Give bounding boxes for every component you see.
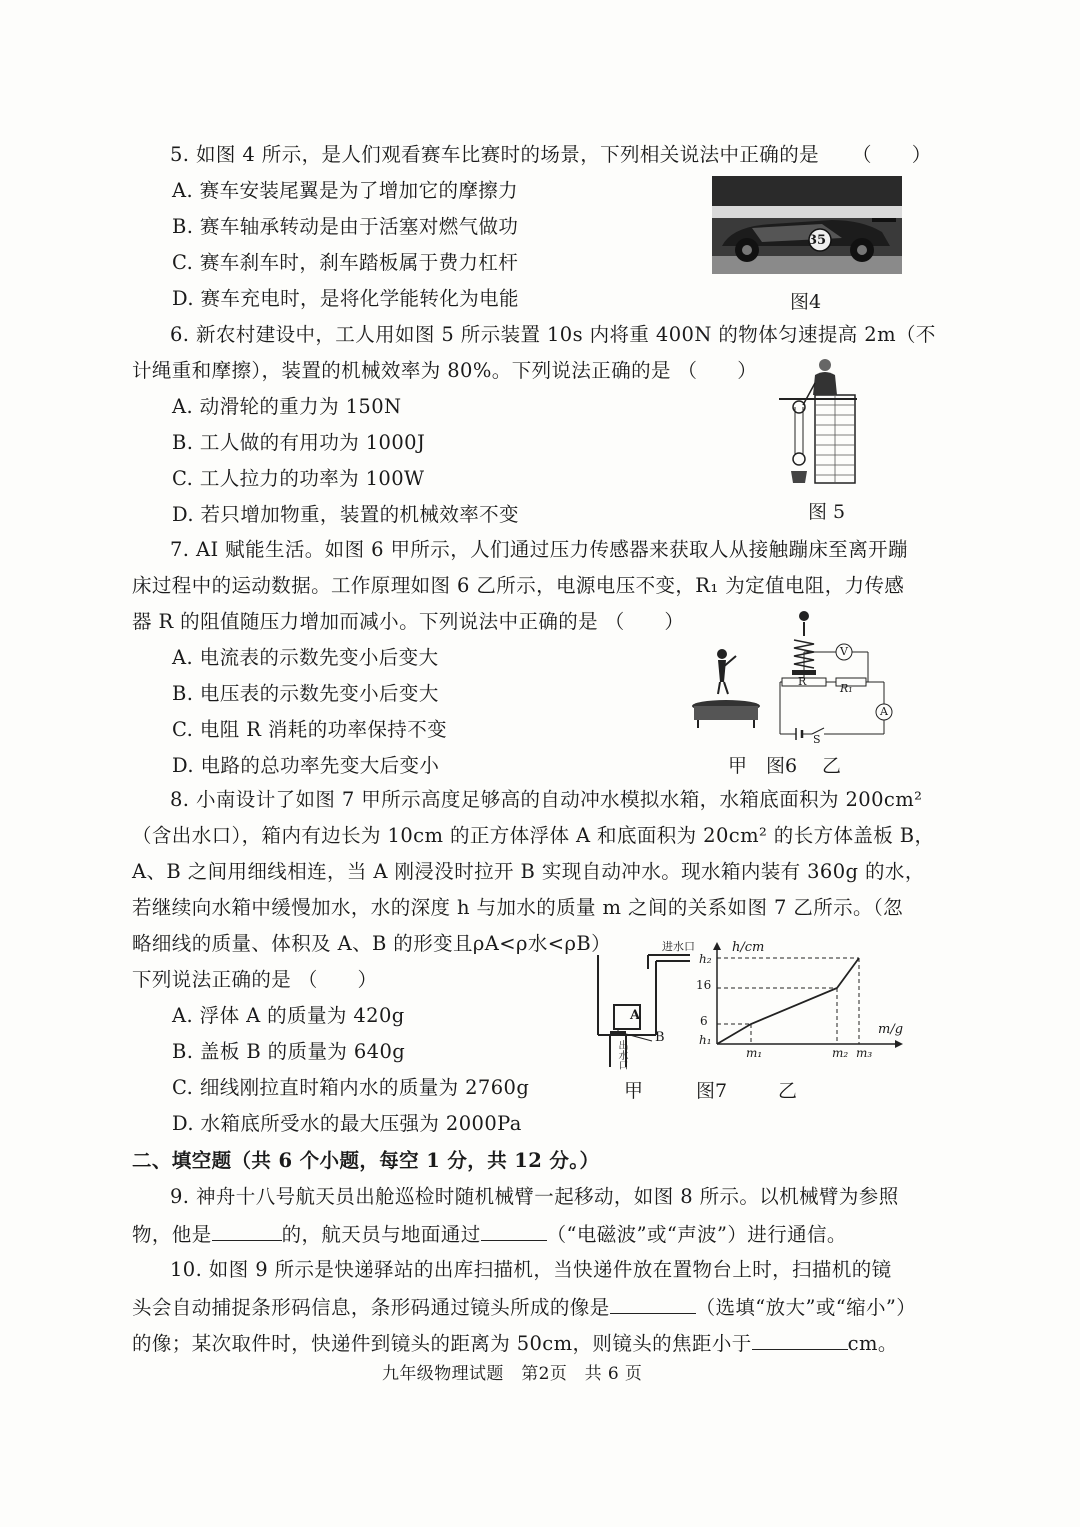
graph-x-tick-m2: m₂ <box>832 1046 849 1060</box>
q8-option-b: B. 盖板 B 的质量为 640g <box>172 1040 406 1063</box>
q7-option-d: D. 电路的总功率先变大后变小 <box>172 754 440 777</box>
q8-stem-line5: 略细线的质量、体积及 A、B 的形变且ρA<ρ水<ρB） <box>132 932 611 955</box>
q10-blank-1[interactable] <box>610 1293 696 1314</box>
graph-x-tick-m1: m₁ <box>746 1046 763 1060</box>
q10-line3: 的像；某次取件时，快递件到镜头的距离为 50cm，则镜头的焦距小于 cm。 <box>132 1329 898 1357</box>
q10-blank-2[interactable] <box>752 1329 848 1350</box>
page-footer: 九年级物理试题 第2页 共 6 页 <box>382 1364 643 1384</box>
q8-stem-line3: A、B 之间用细线相连，当 A 刚浸没时拉开 B 实现自动冲水。现水箱内装有 360g 的水， <box>132 860 925 883</box>
q8-option-d: D. 水箱底所受水的最大压强为 2000Pa <box>172 1112 522 1135</box>
figure-6-right-label: 乙 <box>822 755 842 777</box>
q5-stem: 5. 如图 4 所示，是人们观看赛车比赛时的场景，下列相关说法中正确的是 <box>170 143 820 166</box>
q8-option-c: C. 细线刚拉直时箱内水的质量为 2760g <box>172 1076 530 1099</box>
q8-stem-line4: 若继续向水箱中缓慢加水，水的深度 h 与加水的质量 m 之间的关系如图 7 乙所示。（忽 <box>132 896 903 919</box>
q5-bracket: （ ） <box>852 143 932 166</box>
q7-stem-line3: 器 R 的阻值随压力增加而减小。下列说法中正确的是 （ ） <box>132 610 685 633</box>
graph-line <box>717 958 859 1044</box>
q8-bracket: （ ） <box>297 968 378 991</box>
water-tank-figure <box>590 935 700 1075</box>
pulley-figure <box>775 355 860 490</box>
graph-y-tick-h2: h₂ <box>699 952 712 966</box>
q6-stem-line2: 计绳重和摩擦），装置的机械效率为 80%。下列说法正确的是 （ ） <box>132 359 758 382</box>
circuit-label-r1: R₁ <box>840 682 853 695</box>
q5-option-d: D. 赛车充电时，是将化学能转化为电能 <box>172 287 519 310</box>
tank-outlet-label: 出水口 <box>616 1040 627 1070</box>
tank-float-a-label: A <box>630 1008 641 1023</box>
q6-option-c: C. 工人拉力的功率为 100W <box>172 467 425 490</box>
graph-x-label: m/g <box>878 1022 904 1037</box>
q7-option-b: B. 电压表的示数先变小后变大 <box>172 682 439 705</box>
q8-option-a: A. 浮体 A 的质量为 420g <box>172 1004 405 1027</box>
graph-y-label: h/cm <box>732 940 765 955</box>
q6-bracket: （ ） <box>677 359 758 382</box>
q7-option-c: C. 电阻 R 消耗的功率保持不变 <box>172 718 448 741</box>
figure-6-left-label: 甲 <box>728 755 748 777</box>
graph-y-tick-6: 6 <box>700 1014 708 1028</box>
q5-option-a: A. 赛车安装尾翼是为了增加它的摩擦力 <box>172 179 519 202</box>
switch-label: S <box>813 733 821 746</box>
graph-y-tick-h1: h₁ <box>699 1033 712 1047</box>
car-number: 35 <box>808 233 827 248</box>
q7-stem-line1: 7. AI 赋能生活。如图 6 甲所示，人们通过压力传感器来获取人从接触蹦床至离开蹦 <box>170 538 908 561</box>
q8-stem-line1: 8. 小南设计了如图 7 甲所示高度足够高的自动冲水模拟水箱，水箱底面积为 200cm² <box>170 788 923 811</box>
q6-stem-line1: 6. 新农村建设中，工人用如图 5 所示装置 10s 内将重 400N 的物体匀速提高 2m（不 <box>170 323 936 346</box>
q9-blank-2[interactable] <box>481 1220 547 1241</box>
figure-6-caption: 图6 <box>766 755 798 777</box>
figure-7-caption: 图7 <box>696 1080 728 1102</box>
q9-blank-1[interactable] <box>212 1220 282 1241</box>
q8-stem-line2: （含出水口），箱内有边长为 10cm 的正方体浮体 A 和底面积为 20cm² 的长方体盖板 B， <box>132 824 935 847</box>
ammeter-label: A <box>880 705 888 718</box>
q6-option-a: A. 动滑轮的重力为 150N <box>172 395 402 418</box>
q9-line2: 物，他是 的，航天员与地面通过 （“电磁波”或“声波”）进行通信。 <box>132 1220 847 1248</box>
figure-7-right-label: 乙 <box>778 1080 798 1102</box>
q6-option-d: D. 若只增加物重，装置的机械效率不变 <box>172 503 519 526</box>
figure-7-left-label: 甲 <box>624 1080 644 1102</box>
q10-line2: 头会自动捕捉条形码信息，条形码通过镜头所成的像是 （选填“放大”或“缩小”） <box>132 1293 916 1321</box>
h-m-graph <box>695 940 905 1065</box>
q7-option-a: A. 电流表的示数先变小后变大 <box>172 646 439 669</box>
q7-bracket: （ ） <box>604 610 685 633</box>
graph-x-tick-m3: m₃ <box>856 1046 873 1060</box>
tank-inlet-label: 进水口 <box>662 940 695 953</box>
graph-y-tick-16: 16 <box>696 978 712 992</box>
tank-cover-b-label: B <box>655 1030 665 1045</box>
race-car-photo <box>712 176 902 274</box>
figure-5-caption: 图 5 <box>808 501 846 523</box>
q5-option-c: C. 赛车刹车时，刹车踏板属于费力杠杆 <box>172 251 519 274</box>
q5-option-b: B. 赛车轴承转动是由于活塞对燃气做功 <box>172 215 519 238</box>
section-2-heading: 二、填空题（共 6 个小题，每空 1 分，共 12 分。） <box>132 1149 600 1172</box>
q6-option-b: B. 工人做的有用功为 1000J <box>172 431 426 454</box>
q7-stem-line2: 床过程中的运动数据。工作原理如图 6 乙所示，电源电压不变，R₁ 为定值电阻，力传感 <box>132 574 905 597</box>
q10-line1: 10. 如图 9 所示是快递驿站的出库扫描机，当快递件放在置物台上时，扫描机的镜 <box>170 1258 892 1281</box>
figure-4-caption: 图4 <box>790 291 822 313</box>
q8-stem-line6: 下列说法正确的是 （ ） <box>132 968 378 991</box>
voltmeter-label: V <box>840 645 848 658</box>
q9-line1: 9. 神舟十八号航天员出舱巡检时随机械臂一起移动，如图 8 所示。以机械臂为参照 <box>170 1185 899 1208</box>
circuit-label-r: R <box>798 675 807 688</box>
